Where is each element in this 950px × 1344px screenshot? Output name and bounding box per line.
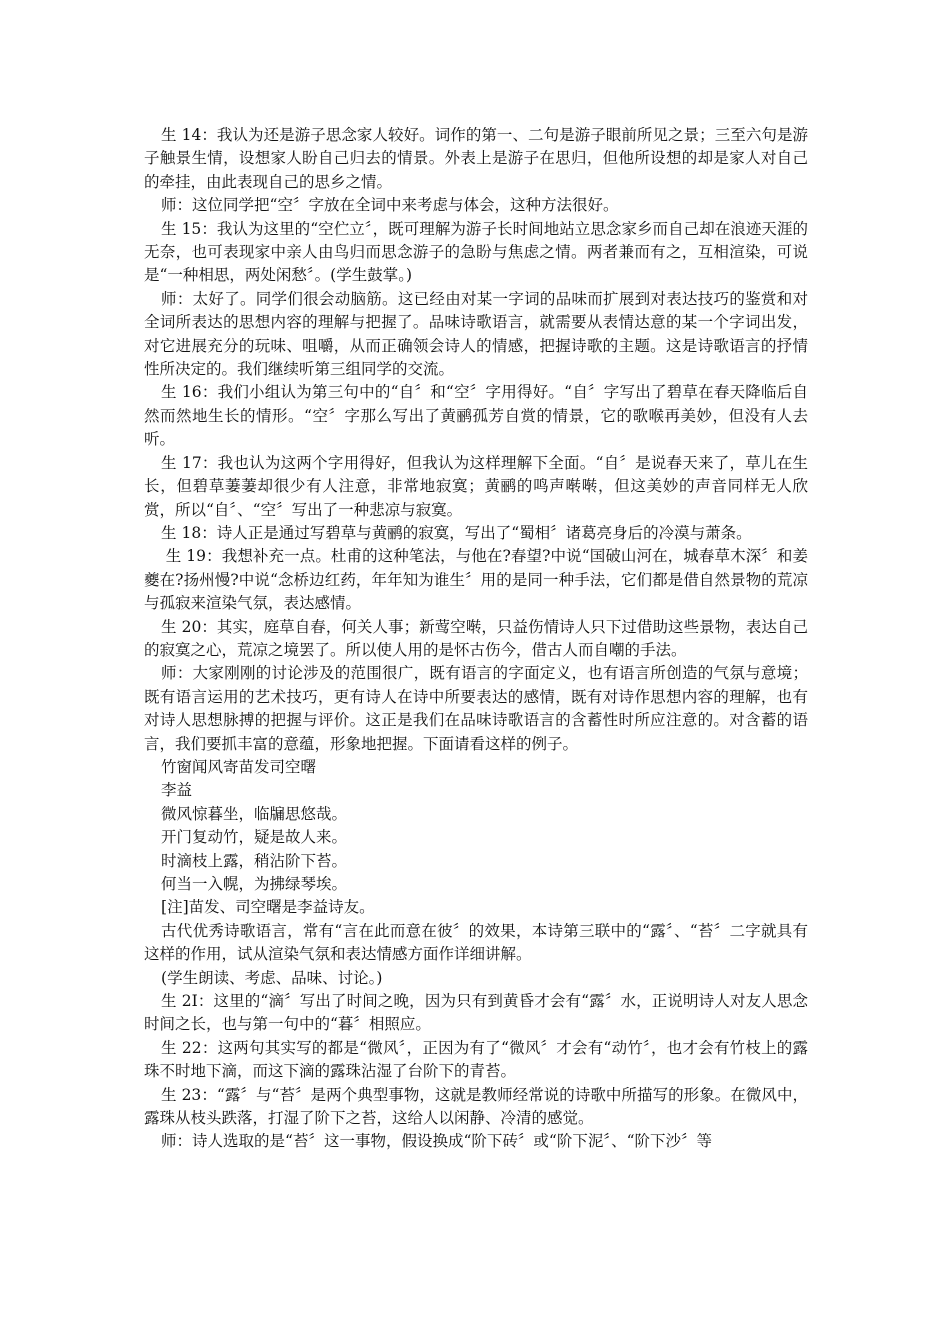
paragraph-teacher-comment-1: 师：这位同学把“空〞字放在全词中来考虑与体会，这种方法很好。 xyxy=(161,196,619,215)
paragraph-student-16: 生 16：我们小组认为第三句中的“自〞和“空〞字用得好。“自〞字写出了碧草在春天降临后自然而然地生长的情形。“空〞字那么写出了黄鹂孤芳自赏的情景，它的歌喉再美妙，但没有人去听。 xyxy=(144,383,808,449)
poem-line-1: 微风惊暮坐，临牖思悠哉。 xyxy=(161,804,348,823)
poem-author: 李益 xyxy=(161,781,193,800)
paragraph-question: 古代优秀诗歌语言，常有“言在此而意在彼〞的效果，本诗第三联中的“露〞、“苔〞二字就具有这样的作用，试从渲染气氛和表达情感方面作详细讲解。 xyxy=(144,921,808,964)
paragraph-student-17: 生 17：我也认为这两个字用得好，但我认为这样理解下全面。“自〞是说春天来了，草儿在生长，但碧草萋萋却很少有人注意，非常地寂寞；黄鹂的鸣声啭啭，但这美妙的声音同样无人欣赏，所以“自〞、“空〞写出了一种悲凉与寂寞。 xyxy=(144,453,808,519)
paragraph-student-22: 生 22：这两句其实写的都是“微风〞，正因为有了“微风〞才会有“动竹〞，也才会有竹枝上的露珠不时地下滴，而这下滴的露珠沾湿了台阶下的青苔。 xyxy=(144,1038,808,1081)
document-page xyxy=(144,124,808,1154)
paragraph-activity: (学生朗读、考虑、品味、讨论。) xyxy=(161,968,383,987)
poem-title: 竹窗闻风寄苗发司空曙 xyxy=(161,757,317,776)
poem-note: [注]苗发、司空曙是李益诗友。 xyxy=(161,898,375,917)
paragraph-student-18: 生 18：诗人正是通过写碧草与黄鹂的寂寞，写出了“蜀相〞诸葛亮身后的冷漠与萧条。 xyxy=(161,523,752,542)
paragraph-teacher-comment-3: 师：大家刚刚的讨论涉及的范围很广，既有语言的字面定义，也有语言所创造的气氛与意境；既有语言运用的艺术技巧，更有诗人在诗中所要表达的感情，既有对诗作思想内容的理解，也有对诗人思想脉搏的把握与评价。这正是我们在品味诗歌语言的含蓄性时所应注意的。对含蓄的语言，我们要抓丰富的意蕴，形象地把握。下面请看这样的例子。 xyxy=(144,664,808,753)
paragraph-student-20: 生 20：其实，庭草自春，何关人事；新莺空啭，只益伤情诗人只下过借助这些景物，表达自己的寂寞之心，荒凉之境罢了。所以使人用的是怀古伤今，借古人而自嘲的手法。 xyxy=(144,617,808,659)
paragraph-student-19: 生 19：我想补充一点。杜甫的这种笔法，与他在?春望?中说“国破山河在，城春草木深〞和姜夔在?扬州慢?中说“念桥边红药，年年知为谁生〞用的是同一种手法，它们都是借自然景物的荒凉与孤寂来渲染气氛，表达感情。 xyxy=(144,547,808,613)
paragraph-student-14: 生 14：我认为还是游子思念家人较好。词作的第一、二句是游子眼前所见之景；三至六句是游子触景生情，设想家人盼自己归去的情景。外表上是游子在思归，但他所设想的却是家人对自己的牵挂，由此表现自己的思乡之情。 xyxy=(144,126,808,191)
poem-line-2: 开门复动竹，疑是故人来。 xyxy=(161,828,348,847)
paragraph-student-23: 生 23：“露〞与“苔〞是两个典型事物，这就是教师经常说的诗歌中所描写的形象。在微风中，露珠从枝头跌落，打湿了阶下之苔，这给人以闲静、冷清的感觉。 xyxy=(144,1085,808,1128)
paragraph-teacher-comment-2: 师：太好了。同学们很会动脑筋。这已经由对某一字词的品味而扩展到对表达技巧的鉴赏和对全词所表达的思想内容的理解与把握了。品味诗歌语言，就需要从表情达意的某一个字词出发，对它进展充分的玩味、咀嚼，从而正确领会诗人的情感，把握诗歌的主题。这是诗歌语言的抒情性所决定的。我们继续听第三组同学的交流。 xyxy=(144,289,808,379)
poem-line-3: 时滴枝上露，稍沾阶下苔。 xyxy=(161,851,348,870)
paragraph-student-21: 生 2I：这里的“滴〞写出了时间之晚，因为只有到黄昏才会有“露〞水，正说明诗人对友人思念时间之长，也与第一句中的“暮〞相照应。 xyxy=(144,992,808,1034)
poem-line-4: 何当一入幌，为拂绿琴埃。 xyxy=(161,875,348,893)
paragraph-teacher-comment-4: 师：诗人选取的是“苔〞这一事物，假设换成“阶下砖〞或“阶下泥〞、“阶下沙〞等 xyxy=(161,1132,712,1151)
paragraph-student-15: 生 15：我认为这里的“空伫立〞，既可理解为游子长时间地站立思念家乡而自己却在浪迹天涯的无奈，也可表现家中亲人由鸟归而思念游子的急盼与焦虑之情。两者兼而有之，互相渲染，可说是“一种相思，两处闲愁〞。(学生鼓掌。) xyxy=(144,219,808,285)
